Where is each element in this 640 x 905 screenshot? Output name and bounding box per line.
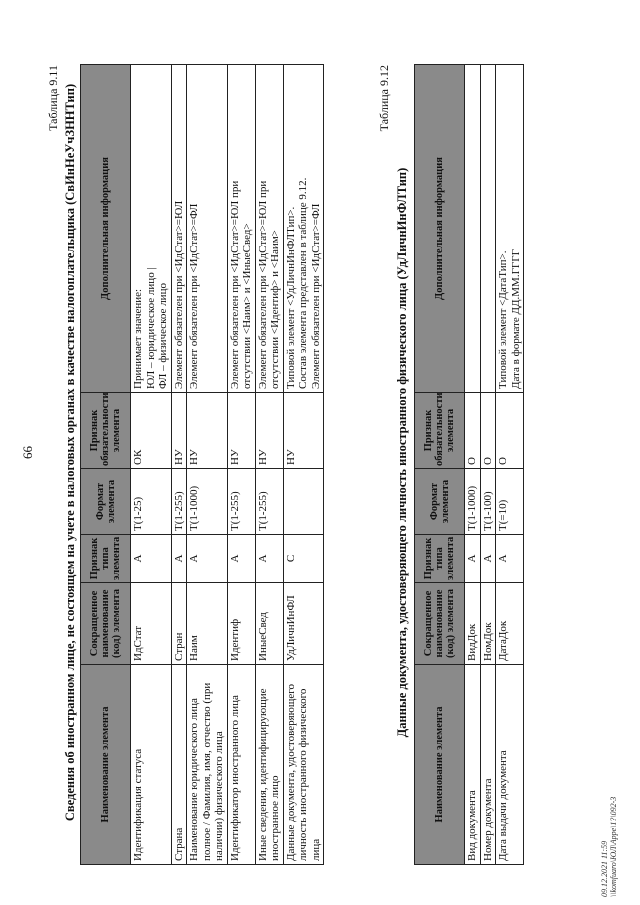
cell-line: Типовой элемент <УдЛичнИнФЛТип>. bbox=[284, 206, 297, 389]
data-table bbox=[414, 64, 524, 865]
cell-line: Идентификация статуса bbox=[132, 748, 144, 861]
cell-line: полное / Фамилия, имя, отчество (при bbox=[200, 682, 213, 861]
cell-format: T(1-255) bbox=[255, 469, 283, 535]
cell-name bbox=[283, 665, 324, 865]
cell-code: НомДок bbox=[480, 583, 496, 665]
cell-line: Данные документа, удостоверяющего bbox=[284, 684, 297, 861]
cell-name bbox=[227, 665, 255, 865]
cell-info bbox=[131, 65, 172, 393]
cell-info bbox=[255, 65, 283, 393]
cell-name bbox=[496, 665, 524, 865]
table-title: Сведения об иностранном лице, не состоящем на учете в налоговых органах в качестве налогоплательщика (СвИнНеУчЗННТип) bbox=[63, 83, 77, 822]
cell-line: Дата выдачи документа bbox=[497, 750, 509, 861]
table-header-row bbox=[81, 65, 131, 865]
cell-format: T(1-1000) bbox=[465, 469, 481, 535]
cell-info bbox=[480, 65, 496, 393]
cell-info bbox=[465, 65, 481, 393]
cell-req: НУ bbox=[171, 393, 187, 469]
cell-type: А bbox=[465, 535, 481, 583]
cell-type: А bbox=[496, 535, 524, 583]
cell-info bbox=[171, 65, 187, 393]
data-table bbox=[80, 64, 324, 865]
cell-type: А bbox=[255, 535, 283, 583]
table-row bbox=[187, 65, 228, 865]
cell-type: А bbox=[131, 535, 172, 583]
cell-type: А bbox=[480, 535, 496, 583]
cell-type: А bbox=[227, 535, 255, 583]
cell-code: Идентиф bbox=[227, 583, 255, 665]
cell-line: наличии) физического лица bbox=[213, 731, 225, 861]
column-header: Признак обязательности элемента bbox=[415, 393, 465, 469]
cell-format: T(1-255) bbox=[171, 469, 187, 535]
cell-line: ФЛ – физическое лицо bbox=[157, 283, 169, 389]
cell-line: Идентификатор иностранного лица bbox=[228, 695, 241, 861]
table-header-row bbox=[415, 65, 465, 865]
cell-name bbox=[465, 665, 481, 865]
cell-req: НУ bbox=[255, 393, 283, 469]
cell-code: Стран bbox=[171, 583, 187, 665]
cell-info bbox=[283, 65, 324, 393]
cell-line: отсутствии <Наим> и <ИныеСвед> bbox=[241, 223, 253, 389]
cell-line: лица bbox=[309, 838, 322, 861]
cell-line: Типовой элемент <ДатаТип>. bbox=[497, 250, 509, 389]
cell-line: Дата в формате ДД.ММ.ГГГГ bbox=[509, 248, 522, 389]
cell-code: ИныеСвед bbox=[255, 583, 283, 665]
cell-code: Наим bbox=[187, 583, 228, 665]
column-header: Признак обязательности элемента bbox=[81, 393, 131, 469]
table-row bbox=[496, 65, 524, 865]
column-header: Сокращенное наименование (код) элемента bbox=[415, 583, 465, 665]
cell-name bbox=[480, 665, 496, 865]
cell-code: ИдСтат bbox=[131, 583, 172, 665]
cell-line: Вид документа bbox=[466, 790, 478, 861]
cell-line: Наименование юридического лица bbox=[188, 698, 200, 861]
cell-line: Номер документа bbox=[481, 778, 494, 861]
cell-format: T(1-255) bbox=[227, 469, 255, 535]
cell-line: Иные сведения, идентифицирующие bbox=[256, 688, 269, 861]
column-header: Сокращенное наименование (код) элемента bbox=[81, 583, 131, 665]
cell-req: НУ bbox=[227, 393, 255, 469]
cell-type: С bbox=[283, 535, 324, 583]
cell-req: О bbox=[480, 393, 496, 469]
column-header: Признак типа элемента bbox=[81, 535, 131, 583]
column-header: Признак типа элемента bbox=[415, 535, 465, 583]
cell-line: Страна bbox=[172, 827, 185, 861]
table-row bbox=[283, 65, 324, 865]
cell-info bbox=[227, 65, 255, 393]
column-header: Наименование элемента bbox=[415, 665, 465, 865]
cell-info bbox=[187, 65, 228, 393]
stamp-line: 09.12.2021 11:59 bbox=[600, 840, 609, 897]
table-row bbox=[171, 65, 187, 865]
column-header: Наименование элемента bbox=[81, 665, 131, 865]
table-row bbox=[131, 65, 172, 865]
stamp-line: \\komfuaro\ЮЛ\Appe\1?\092-3 bbox=[609, 796, 618, 897]
cell-req: ОК bbox=[131, 393, 172, 469]
cell-code: ВидДок bbox=[465, 583, 481, 665]
cell-name bbox=[171, 665, 187, 865]
column-header: Формат элемента bbox=[415, 469, 465, 535]
column-header: Формат элемента bbox=[81, 469, 131, 535]
cell-code: ДатаДок bbox=[496, 583, 524, 665]
cell-name bbox=[131, 665, 172, 865]
table-row bbox=[255, 65, 283, 865]
page-number: 66 bbox=[20, 446, 35, 459]
table-caption: Таблица 9.12 bbox=[377, 65, 391, 132]
table-row bbox=[480, 65, 496, 865]
cell-line: Элемент обязателен при <ИдСтат>=ФЛ bbox=[188, 203, 200, 389]
cell-line: Элемент обязателен при <ИдСтат>=ЮЛ при bbox=[256, 180, 269, 389]
cell-line: иностранное лицо bbox=[269, 775, 281, 861]
cell-name bbox=[255, 665, 283, 865]
cell-info bbox=[496, 65, 524, 393]
cell-format: T(1-25) bbox=[131, 469, 172, 535]
cell-line: Элемент обязателен при <ИдСтат>=ЮЛ bbox=[172, 200, 185, 389]
file-stamp bbox=[600, 797, 618, 897]
cell-line: Принимает значение: bbox=[132, 288, 144, 389]
cell-line: личность иностранного физического bbox=[297, 688, 309, 861]
cell-req: О bbox=[465, 393, 481, 469]
cell-name bbox=[187, 665, 228, 865]
cell-req: О bbox=[496, 393, 524, 469]
cell-line: Состав элемента представлен в таблице 9.12. bbox=[297, 177, 309, 389]
column-header: Дополнительная информация bbox=[415, 65, 465, 393]
cell-type: А bbox=[171, 535, 187, 583]
cell-format bbox=[283, 469, 324, 535]
cell-format: T(1-1000) bbox=[187, 469, 228, 535]
table-title: Данные документа, удостоверяющего личность иностранного физического лица (УдЛичнИнФЛТип) bbox=[395, 167, 409, 738]
cell-type: А bbox=[187, 535, 228, 583]
table-caption: Таблица 9.11 bbox=[46, 65, 60, 131]
cell-req: НУ bbox=[283, 393, 324, 469]
table-row bbox=[227, 65, 255, 865]
cell-req: НУ bbox=[187, 393, 228, 469]
cell-line: Элемент обязателен при <ИдСтат>=ЮЛ при bbox=[228, 180, 241, 389]
cell-line: ЮЛ – юридическое лицо | bbox=[144, 267, 157, 389]
table-row bbox=[465, 65, 481, 865]
cell-format: T(=10) bbox=[496, 469, 524, 535]
cell-line: Элемент обязателен при <ИдСтат>=ФЛ bbox=[309, 203, 322, 389]
cell-line: отсутствии <Идентиф> и <Наим> bbox=[269, 230, 281, 389]
column-header: Дополнительная информация bbox=[81, 65, 131, 393]
cell-code: УдЛичнИнФЛ bbox=[283, 583, 324, 665]
cell-format: T(1-100) bbox=[480, 469, 496, 535]
